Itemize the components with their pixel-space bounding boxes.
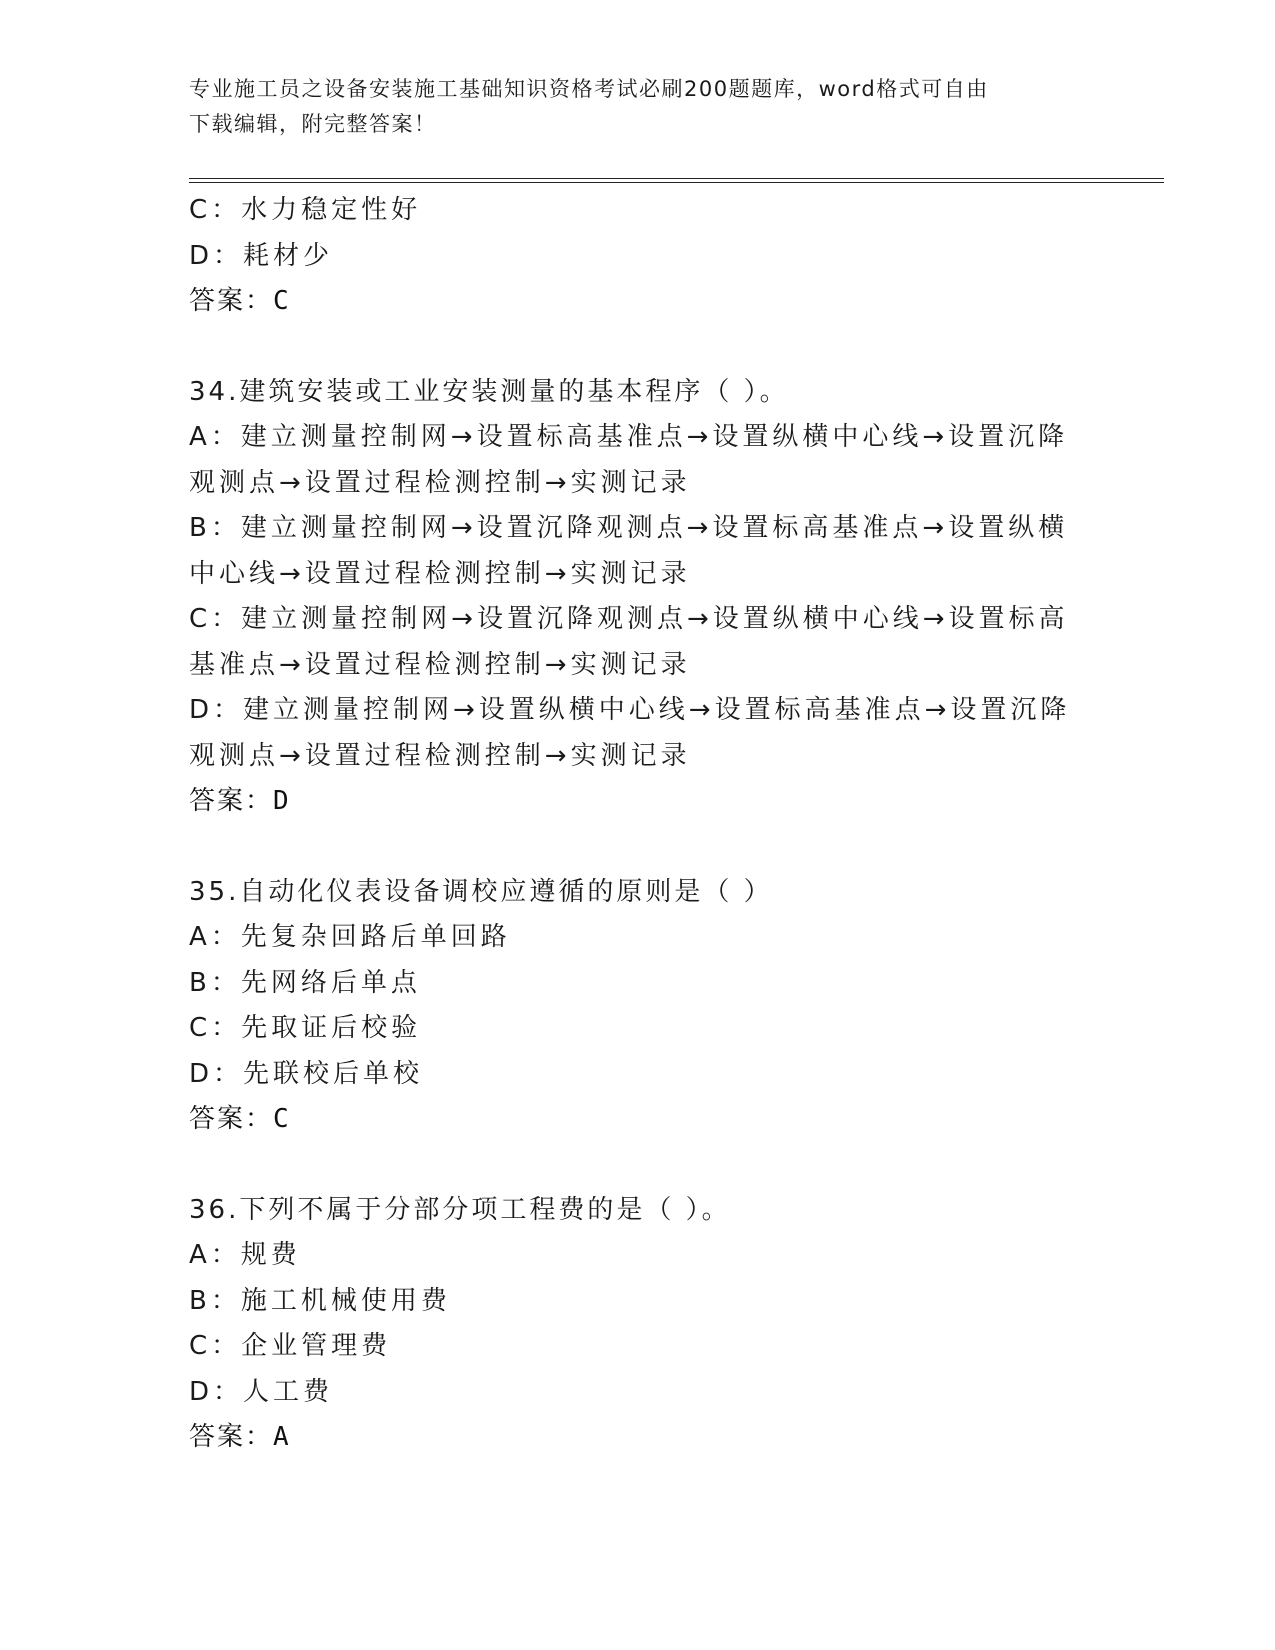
- option-a: A：规费: [189, 1240, 301, 1270]
- question-stem: 36.下列不属于分部分项工程费的是（ ）。: [189, 1194, 731, 1225]
- question-33-continued: [189, 188, 1089, 325]
- option-a: A：建立测量控制网→设置标高基准点→设置纵横中心线→设置沉降观测点→设置过程检测控制→实测记录: [189, 422, 1069, 498]
- document-body: [189, 188, 1089, 1506]
- option-b: B：施工机械使用费: [189, 1285, 451, 1316]
- option-b: B：建立测量控制网→设置沉降观测点→设置标高基准点→设置纵横中心线→设置过程检测控制→实测记录: [189, 513, 1069, 589]
- answer-line: [189, 1415, 1089, 1461]
- answer-value: D: [273, 786, 291, 816]
- question-36: [189, 1188, 1089, 1461]
- answer-value: A: [273, 1422, 291, 1452]
- document-header: [189, 72, 1089, 142]
- option-d: D：人工费: [189, 1376, 334, 1407]
- header-title-line1: 专业施工员之设备安装施工基础知识资格考试必刷200题题库，word格式可自由: [189, 77, 989, 101]
- question-stem: 35.自动化仪表设备调校应遵循的原则是（ ）: [189, 876, 773, 907]
- option-d: D：建立测量控制网→设置纵横中心线→设置标高基准点→设置沉降观测点→设置过程检测控制→实测记录: [189, 695, 1071, 771]
- option-c: C：企业管理费: [189, 1331, 392, 1361]
- option-c: C：水力稳定性好: [189, 195, 422, 225]
- answer-label: 答案：: [189, 786, 274, 816]
- answer-line: [189, 779, 1089, 825]
- answer-line: [189, 1097, 1089, 1143]
- header-divider: [189, 178, 1164, 183]
- answer-value: C: [273, 1104, 291, 1134]
- option-d: D：耗材少: [189, 240, 334, 271]
- option-b: B：先网络后单点: [189, 967, 421, 998]
- option-c: C：建立测量控制网→设置沉降观测点→设置纵横中心线→设置标高基准点→设置过程检测控制→实测记录: [189, 604, 1069, 680]
- header-title-line2: 下载编辑，附完整答案！: [189, 112, 437, 136]
- answer-label: 答案：: [189, 1422, 274, 1452]
- option-c: C：先取证后校验: [189, 1013, 422, 1043]
- question-35: [189, 870, 1089, 1143]
- answer-label: 答案：: [189, 286, 274, 316]
- question-34: [189, 370, 1089, 825]
- answer-value: C: [273, 286, 291, 316]
- answer-label: 答案：: [189, 1104, 274, 1134]
- question-stem: 34.建筑安装或工业安装测量的基本程序（ ）。: [189, 376, 789, 407]
- option-a: A：先复杂回路后单回路: [189, 922, 511, 952]
- answer-line: [189, 279, 1089, 325]
- option-d: D：先联校后单校: [189, 1058, 424, 1089]
